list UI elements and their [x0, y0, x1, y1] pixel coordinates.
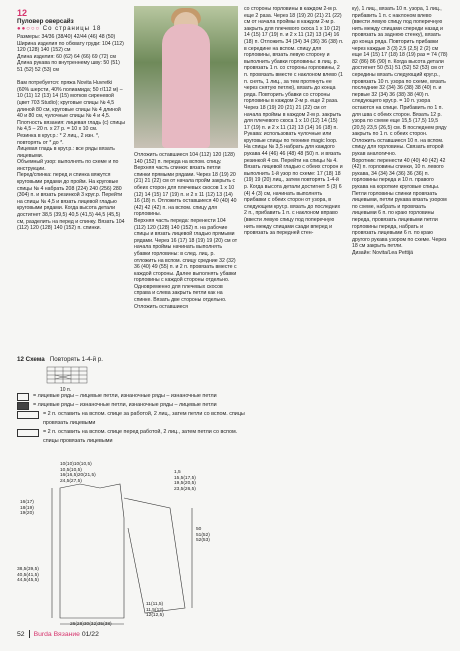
neck-width-sizes: 10(10)10(10,5) 10,5(10,5) 16(16,5)20(21,5) 24,5(27,5) [60, 462, 96, 484]
cuff-sizes: 11(11,5) 11,5(12) 12(12,5) [146, 602, 164, 619]
difficulty-rating [17, 26, 101, 32]
width-sizes: 26(28)30(32)35(38) [70, 622, 112, 627]
instructions-column-1: Размеры: 34/36 (38/40) 42/44 (46) 48 (50) Ширина изделия по обхвату груди: 104 (112) 120 (128) 140 (152) см Длина изделия: 60 (62) 64 (66) 69 (72) см Длина рукава по внутреннему шву: 50 (51) 51 (52) 52 (53) см Вам потребуется: пряжа Novita Huvretki (60% шерсти, 40% полиамида; 50 г/112 м) – 10 (11) 12 (13) 14 (15) мотков сиреневой (цвет 703 Studio); круговые спицы № 4,5 длиной 80 см, круговые спицы № 4 длиной 40 и 80 см, чулочные спицы № 4 и 4,5. Плотность вязания: лицевая гладь (с) спицы № 4,5 – 20 п. х 27 р. = 10 х 10 см. Резинка в круг.р.: * 2 лиц., 2 изн. *, повторять от * до *. Лицевая гладь в круг.р.: все ряды вязать лицевыми. Объемный узор: выполнять по схеме и по инструкции. Перед/спинка: перед и спинка вяжутся круговыми рядами до пройм. На круговые спицы № 4 набрать 208 (224) 240 (256) 280 (304) п. и вязать резинкой 3 круг.р. Перейти на спицы № 4,5 и вязать лицевой гладью круговыми рядами. Когда высота детали достигнет 38,5 (39,5) 40,5 (41,5) 44,5 (45,5) см, разделить на перед и спинку. Вязать 104 (112) 120 (128) 140 (152) п. спинки. [17, 34, 125, 232]
pattern-title: Пуловер оверсайз [17, 18, 74, 25]
legend-item: = лицевые ряды – лицевые петли, изнаночные ряды – изнаночные петли [17, 392, 247, 401]
page-number: 52 [17, 630, 25, 638]
instructions-column-2: Отложить оставшиеся 104 (112) 120 (128) 140 (152) п. переда на вспом. спицу. Верхняя часть спинки: вязать петли спинки прямыми рядами. Через 18 (19) 20 (21) 21 (22) см от начала пройм закрыть с обеих сторон для плечевых скосов 1 х 10 (12) 14 (15) 17 (19) п. и 2 х 11 (12) 13 (14) 16 (18) п. Отложить оставшиеся 40 (40) 40 (42) 42 (42) п. на вспом. спицу для горловины. Верхняя часть переда: перенести 104 (112) 120 (128) 140 (152) п. на рабочие спицы и вязать лицевой гладью прямыми рядами. Через 16 (17) 18 (19) 19 (20) см от начала проймы начинать выполнять убавки горловины: в след. лиц. р. отложить на вспом. спицу средние 32 (32) 36 (40) 49 (55) п. и 2 п. провязать вместе с каждой стороны. Далее выполнять убавки горловины с каждой стороны отдельно. Одновременно для плечевых скосов справа и слева закрыть петли как на спинке. Вязать две стороны отдельно. Отложить оставшиеся [134, 152, 238, 310]
cable-front-icon [17, 429, 39, 437]
schema-title: 12 Схема [17, 356, 45, 363]
issue-number: 01/22 [81, 630, 99, 638]
sleeve-top-sizes: 1,5 15,5(17,5) 19,5(20,5) 23,5(26,5) [174, 470, 196, 492]
pattern-number: 12 [17, 8, 28, 18]
legend-item: = 2 п. оставить на вспом. спице перед работой, 2 лиц., затем петли со вспом. спицы провязать лицевыми [17, 428, 247, 446]
model-photo [134, 6, 238, 148]
purl-symbol-icon [17, 402, 29, 410]
sleeve-length-sizes: 50 51(52) 52(53) [196, 527, 210, 544]
chart-legend [17, 392, 247, 446]
footer-divider [29, 630, 30, 638]
stitch-chart [46, 366, 88, 388]
page-footer [17, 630, 99, 638]
armhole-sizes: 16(17) 18(19) 19(20) [20, 500, 34, 517]
difficulty-dots: ●●○○○ [17, 26, 41, 32]
photo-sweater [162, 24, 210, 148]
chart-stitch-count: 10 п. [60, 387, 72, 393]
cable-back-icon [17, 411, 39, 419]
page-reference: Со страницы 18 [42, 26, 102, 32]
instructions-column-3: со стороны горловины в каждом 2-м р. еще 2 раза. Через 18 (19) 20 (21) 21 (22) см от начала проймы в каждом 2-м р. закрыть для плечевого скоса 1 х 10 (12) 14 (15) 17 (19) п. и 2 х 11 (12) 13 (14) 16 (18) п. Отложить 34 (34) 34 (36) 36 (38) п. в середине на вспом. спицу для горловины, вязать левую сторону и выполнить убавки горловины: в лиц. р. провязать 1 п. со стороны горловины, 2 п. провязать вместе с наклоном влево (1 п. снять, 1 лиц., за тем протянуть ее через снятую петлю), вязать до конца ряда. Повторить убавки со стороны горловины в каждом 2-м р. еще 2 раза. Через 18 (19) 20 (21) 21 (22) см от начала проймы в каждом 2-м р. закрыть для плечевого скоса 1 х 10 (12) 14 (15) 17 (19) п. и 2 х 11 (12) 13 (14) 16 (18) п. Рукава: использовать чулочные или круговые спицы по технике magic loop. На спицы № 3,5 набрать для каждого рукава 44 (46) 46 (48) 48 (50) п. и вязать резинкой 4 см. Перейти на спицы № 4. Вязать лицевой гладью с обеих сторон и выполнить 1-й узор по схеме: 17 (18) 18 (19) 19 (20) лиц., затем повторять 1-4-й р. Когда высота детали достигнет 5 (3) 6 (4) 4 (3) см, начинать выполнять прибавки с обеих сторон от узора, в следующем круг.р. вязать до последних 2 п., прибавить 1 п. с наклоном вправо (ввести левую спицу под поперечную нить между спицами сзади вперед и провязать за передней стен- [244, 6, 344, 237]
legend-item: = 2 п. оставить на вспом. спице за работой, 2 лиц., затем петли со вспом. спицы провязать лицевыми [17, 410, 247, 428]
legend-item: = лицевые ряды – изнаночные петли, изнаночные ряды – лицевые петли [17, 401, 247, 410]
instructions-column-4: ку), 1 лиц., вязать 10 п. узора, 1 лиц., прибавить 1 п. с наклоном влево (ввести левую спицу под поперечную нить между спицами спереди назад и провязать за заднюю стенку), вязать до конца ряда. Повторить прибавки через каждые 3 (3) 2,5 (2,5) 2 (2) см еще 14 (15) 17 (18) 18 (19) раз = 74 (78) 82 (86) 86 (90) п. Когда высота детали достигнет 50 (51) 51 (52) 52 (53) см от середины вязать следующий круг.р., провязать 10 п. узора по схеме, вязать последние 32 (34) 36 (38) 38 (40) п. и первые 32 (34) 36 (38) 38 (40) п. следующего круг.р. = 10 п. узора остаются на спице. Прибавить по 1 п. для шва с обеих сторон. Вязать 12 р. узора по схеме еще 15,5 (17,5) 19,5 (20,5) 23,5 (26,5) см. В последнем ряду закрыть по 1 п. с обеих сторон. Отложить оставшиеся 10 п. на вспом. спицу для горловины. Связать второй рукав аналогично. Воротник: перенести 40 (40) 40 (42) 42 (42) п. горловины спинки, 10 п. левого рукава, 34 (34) 34 (36) 36 (36) п. горловины переда и 10 п. правого рукава на короткие круговые спицы. Петли горловины спинки провязать лицевыми, петли рукава вязать узором по схеме, набрать и провязать лицевыми 6 п. по краю горловины переда, провязать лицевыми петли горловины переда, набрать и провязать лицевыми 6 п. по краю другого рукава узором по схеме. Через 18 см закрыть петли. Дизайн: Novita/Lea Pettijä [352, 6, 448, 256]
knit-symbol-icon [17, 393, 29, 401]
magazine-name: Burda Вязание [33, 630, 80, 638]
body-length-sizes: 38,5(39,5) 40,5(41,5) 44,5(45,5) [17, 567, 39, 584]
pattern-diagram [20, 468, 250, 628]
schema-heading [17, 356, 103, 363]
schema-repeat-note: Повторять 1-4-й р. [49, 356, 103, 363]
